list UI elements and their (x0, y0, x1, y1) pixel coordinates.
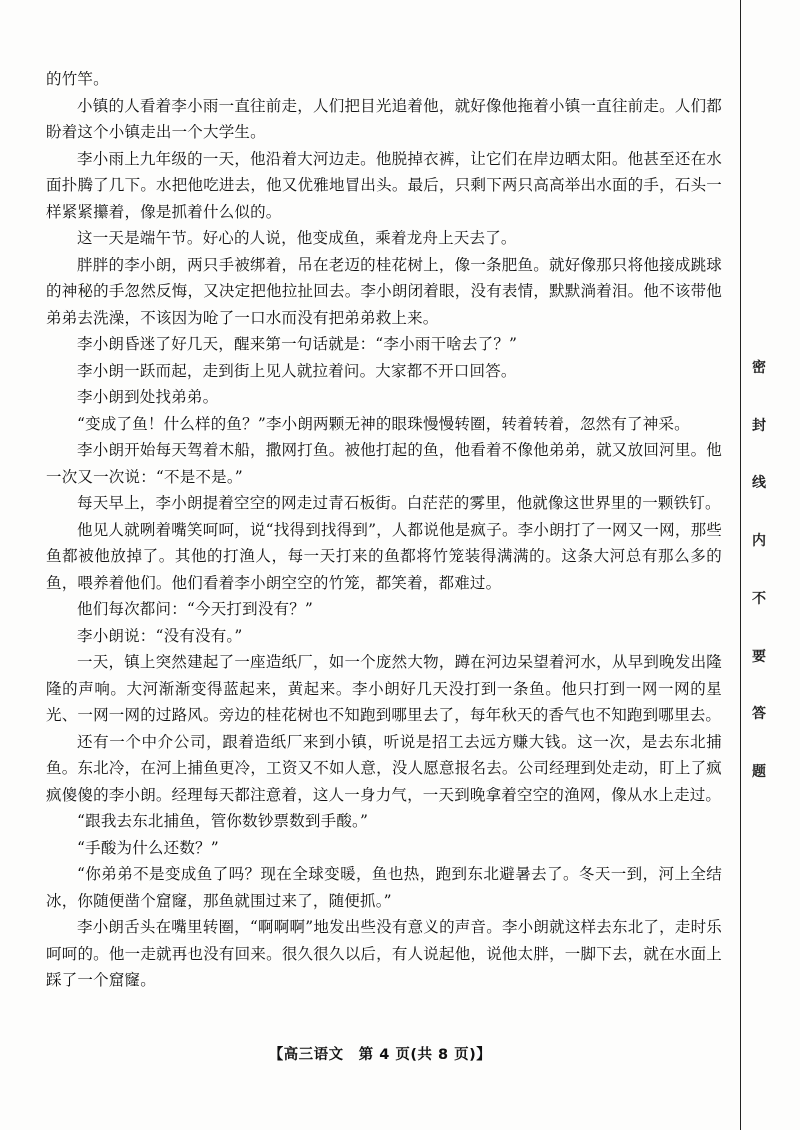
binding-line (740, 0, 741, 1130)
paragraph-2: 小镇的人看着李小雨一直往前走，人们把目光追着他，就好像他拖着小镇一直往前走。人们都盼着这个小镇走出一个大学生。 (46, 96, 722, 141)
paragraph-16: 还有一个中介公司，跟着造纸厂来到小镇，听说是招工去远方赚大钱。这一次，是去东北捕鱼。东北冷，在河上捕鱼更冷，工资又不如人意，没人愿意报名去。公司经理到处走动，盯上了疯疯傻傻的李小朗。经理每天都注意着，这人一身力气，一天到晚拿着空空的渔网，像从水上走过。 (46, 732, 722, 804)
paragraph-14: 李小朗说：“没有没有。” (77, 626, 243, 645)
paragraph-9: “变成了鱼！什么样的鱼？”李小朗两颗无神的眼珠慢慢转圈，转着转着，忽然有了神采。 (77, 414, 690, 433)
paragraph-6: 李小朗昏迷了好几天，醒来第一句话就是：“李小雨干啥去了？” (77, 335, 518, 353)
seal-char-2: 封 (752, 417, 766, 434)
paragraph-15: 一天，镇上突然建起了一座造纸厂，如一个庞然大物，蹲在河边呆望着河水，从早到晚发出隆隆的声响。大河渐渐变得蓝起来，黄起来。李小朗好几天没打到一条鱼。他只打到一网一网的星光、一网一网的过路风。旁边的桂花树也不知跑到哪里去了，每年秋天的香气也不知跑到哪里去。 (46, 653, 722, 724)
seal-notice (747, 360, 771, 780)
paragraph-18: “手酸为什么还数？” (77, 838, 219, 857)
paragraph-17: “跟我去东北捕鱼，管你数钞票数到手酸。” (77, 812, 369, 830)
seal-char-4: 内 (752, 533, 766, 550)
paragraph-4: 这一天是端午节。好心的人说，他变成鱼，乘着龙舟上天去了。 (77, 229, 517, 247)
paragraph-3: 李小雨上九年级的一天，他沿着大河边走。他脱掉衣裤，让它们在岸边晒太阳。他甚至还在水面扑腾了几下。水把他吃进去，他又优雅地冒出头。最后，只剩下两只高高举出水面的手，石头一样紧紧攥着，像是抓着什么似的。 (46, 149, 722, 221)
seal-char-8: 题 (752, 763, 766, 780)
seal-char-5: 不 (752, 590, 766, 607)
paragraph-8: 李小朗到处找弟弟。 (77, 388, 219, 406)
paragraph-20: 李小朗舌头在嘴里转圈，“啊啊啊”地发出些没有意义的声音。李小朗就这样去东北了，走时乐呵呵的。他一走就再也没有回来。很久很久以后，有人说起他，说他太胖，一脚下去，就在水面上踩了一个窟窿。 (46, 918, 722, 989)
seal-char-7: 答 (752, 706, 766, 723)
paragraph-10: 李小朗开始每天驾着木船，撒网打鱼。被他打起的鱼，他看着不像他弟弟，就又放回河里。他一次又一次说：“不是不是。” (46, 441, 722, 486)
paragraph-1: 的竹竿。 (46, 70, 109, 88)
page-footer: 【高三语文 第 4 页(共 8 页)】 (268, 1047, 492, 1063)
seal-char-1: 密 (752, 360, 766, 376)
paragraph-13: 他们每次都问：“今天打到没有？” (77, 600, 314, 618)
paragraph-5: 胖胖的李小朗，两只手被绑着，吊在老迈的桂花树上，像一条肥鱼。就好像那只将他接成跳球的神秘的手忽然反悔，又决定把他拉扯回去。李小朗闭着眼，没有表情，默默淌着泪。他不该带他弟弟去洗澡，不该因为呛了一口水而没有把弟弟救上来。 (46, 255, 722, 327)
paragraph-11: 每天早上，李小朗提着空空的网走过青石板街。白茫茫的雾里，他就像这世界里的一颗铁钉。 (77, 494, 721, 512)
seal-char-6: 要 (752, 648, 766, 665)
paragraph-19: “你弟弟不是变成鱼了吗？现在全球变暖，鱼也热，跑到东北避暑去了。冬天一到，河上全结冰，你随便凿个窟窿，那鱼就围过来了，随便抓。” (46, 865, 722, 910)
paragraph-7: 李小朗一跃而起，走到街上见人就拉着问。大家都不开口回答。 (77, 361, 517, 380)
passage-text (46, 66, 722, 994)
paragraph-12: 他见人就咧着嘴笑呵呵，说“找得到找得到”，人都说他是疯子。李小朗打了一网又一网，那些鱼都被他放掉了。其他的打渔人，每一天打来的鱼都将竹笼装得满满的。这条大河总有那么多的鱼，喂养着他们。他们看着李小朗空空的竹笼，都笑着，都难过。 (46, 520, 722, 592)
seal-char-3: 线 (752, 475, 766, 492)
